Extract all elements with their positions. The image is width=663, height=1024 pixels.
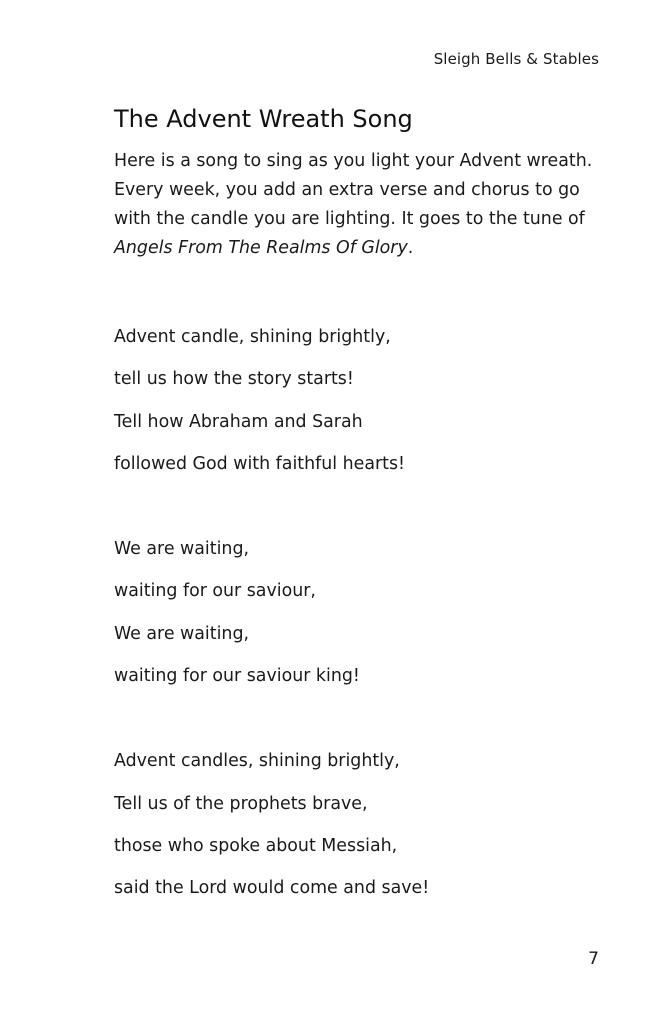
page-number: 7 (588, 949, 599, 969)
intro-line: Here is a song to sing as you light your Advent wreath. (114, 151, 593, 171)
page-title: The Advent Wreath Song (114, 105, 413, 133)
lyric-line: Tell how Abraham and Sarah (114, 411, 363, 432)
lyric-line: tell us how the story starts! (114, 369, 354, 390)
intro-period: . (407, 238, 414, 258)
lyric-line: Tell us of the prophets brave, (114, 793, 368, 814)
intro-line: with the candle you are lighting. It goes to the tune of (114, 209, 585, 229)
song-lyrics (114, 316, 429, 953)
tune-title: Angels From The Realms Of Glory (114, 238, 408, 258)
intro-line (114, 234, 614, 263)
lyric-line: We are waiting, (114, 623, 250, 644)
intro-line: Every week, you add an extra verse and chorus to go (114, 180, 580, 200)
lyric-line: Advent candle, shining brightly, (114, 327, 391, 347)
intro-paragraph (114, 147, 614, 263)
running-header: Sleigh Bells & Stables (433, 50, 599, 68)
lyric-line: said the Lord would come and save! (114, 878, 430, 899)
stanza-chorus (114, 528, 429, 697)
lyric-line: We are waiting, (114, 539, 250, 560)
stanza-verse-1 (114, 316, 429, 485)
lyric-line: those who spoke about Messiah, (114, 835, 398, 856)
lyric-line: waiting for our saviour king! (114, 666, 360, 687)
lyric-line: Advent candles, shining brightly, (114, 751, 400, 772)
lyric-line: followed God with faithful hearts! (114, 453, 405, 474)
lyric-line: waiting for our saviour, (114, 581, 316, 602)
stanza-verse-2 (114, 740, 429, 909)
